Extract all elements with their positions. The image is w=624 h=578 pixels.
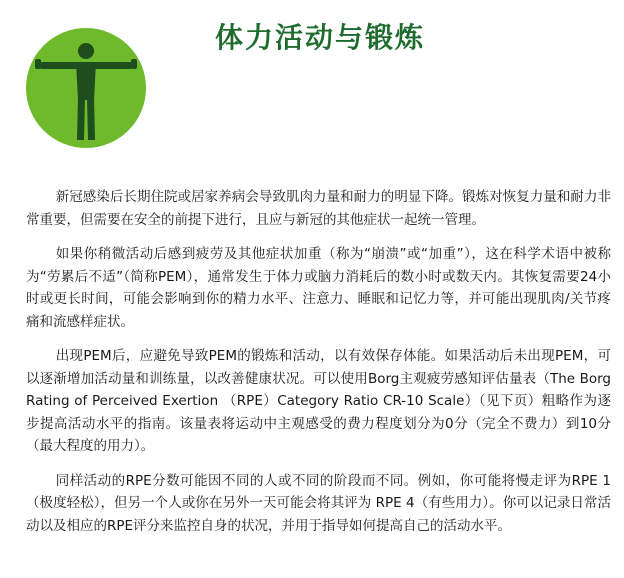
paragraph: 新冠感染后长期住院或居家养病会导致肌肉力量和耐力的明显下降。锻炼对恢复力量和耐力非常重要，但需要在安全的前提下进行，且应与新冠的其他症状一起统一管理。 [26,189,611,228]
paragraph: 出现PEM后，应避免导致PEM的锻炼和活动，以有效保存体能。如果活动后未出现PEM，可以逐渐增加活动量和训练量，以改善健康状况。可以使用Borg主观疲劳感知评估量表（The Borg Rating of Perceived Exertion （RPE）Category Ratio CR-10 Scale）（见下页）粗略作为逐步提高活动水平的指南。该量表将运动中主观感受的费力程度划分为0分（完全不费力）到10分（最大程度的用力）。 [26,348,611,454]
article-body [26,186,611,549]
page-title: 体力活动与锻炼 [214,21,425,54]
paragraph: 如果你稍微活动后感到疲劳及其他症状加重（称为“崩溃”或“加重”），这在科学术语中被称为“劳累后不适”（简称PEM），通常发生于体力或脑力消耗后的数小时或数天内。其恢复需要24小时或更长时间，可能会影响到你的精力水平、注意力、睡眠和记忆力等，并可能出现肌肉/关节疼痛和流感样症状。 [26,246,611,330]
person-arms-outstretched-icon [26,28,146,148]
paragraph: 同样活动的RPE分数可能因不同的人或不同的阶段而不同。例如，你可能将慢走评为RPE 1（极度轻松），但另一个人或你在另外一天可能会将其评为 RPE 4（有些用力）。你可以记录日常活动以及相应的RPE评分来监控自身的状况，并用于指导如何提高自己的活动水平。 [26,472,611,534]
